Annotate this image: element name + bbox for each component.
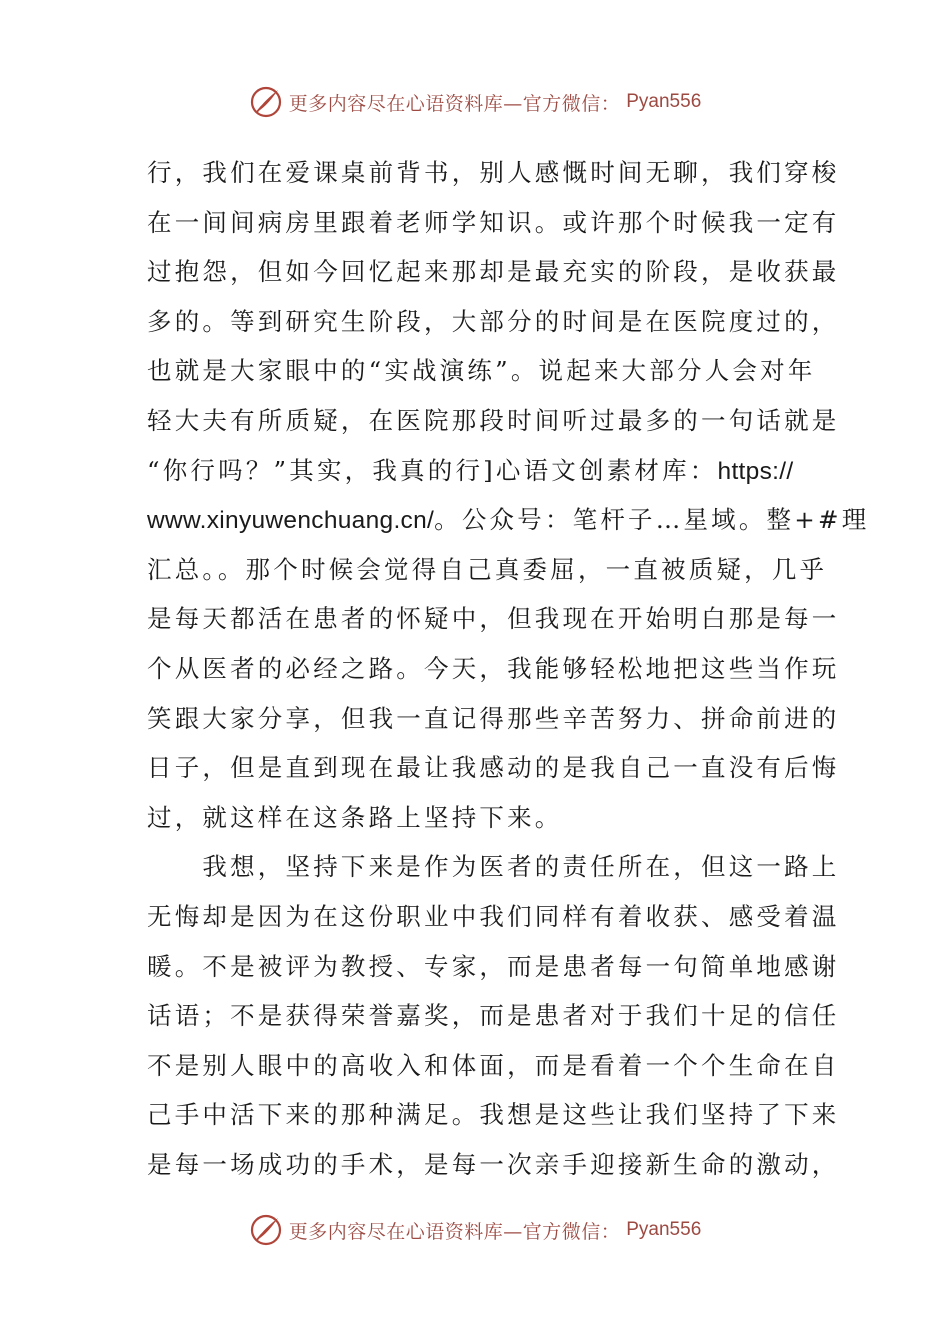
text-line-cjk: 。公众号：笔杆子…星域。整+#理 bbox=[434, 505, 870, 535]
text-line: 轻大夫有所质疑，在医院那段时间听过最多的一句话就是 bbox=[147, 405, 840, 435]
text-line bbox=[147, 495, 870, 545]
text-line: 也就是大家眼中的“实战演练”。说起来大部分人会对年 bbox=[147, 356, 816, 386]
footer-banner bbox=[0, 1210, 950, 1250]
text-line: 在一间间病房里跟着老师学知识。或许那个时候我一定有 bbox=[147, 207, 840, 237]
text-line: 己手中活下来的那种满足。我想是这些让我们坚持了下来 bbox=[147, 1100, 840, 1130]
quill-logo-icon bbox=[249, 1213, 283, 1247]
text-line bbox=[147, 446, 807, 496]
quill-logo-icon bbox=[249, 85, 283, 119]
text-line-cjk: “你行吗？”其实，我真的行]心语文创素材库： bbox=[147, 455, 718, 485]
text-line: 我想，坚持下来是作为医者的责任所在，但这一路上 bbox=[147, 852, 840, 882]
header-banner bbox=[0, 82, 950, 122]
wechat-id: Pyan556 bbox=[626, 91, 702, 112]
text-line: 是每一场成功的手术，是每一次亲手迎接新生命的激动， bbox=[147, 1149, 840, 1179]
text-line: 汇总。。那个时候会觉得自己真委屈，一直被质疑，几乎 bbox=[147, 554, 828, 584]
text-line: 话语；不是获得荣誉嘉奖，而是患者对于我们十足的信任 bbox=[147, 1001, 840, 1031]
text-line: 是每天都活在患者的怀疑中，但我现在开始明白那是每一 bbox=[147, 604, 840, 634]
text-line: 无悔却是因为在这份职业中我们同样有着收获、感受着温 bbox=[147, 901, 840, 931]
text-line: 笑跟大家分享，但我一直记得那些辛苦努力、拼命前进的 bbox=[147, 703, 840, 733]
wechat-id: Pyan556 bbox=[626, 1219, 702, 1240]
text-line: 多的。等到研究生阶段，大部分的时间是在医院度过的， bbox=[147, 306, 840, 336]
text-line: 个从医者的必经之路。今天，我能够轻松地把这些当作玩 bbox=[147, 653, 840, 683]
text-line: 暖。不是被评为教授、专家，而是患者每一句简单地感谢 bbox=[147, 951, 840, 981]
text-line: 过抱怨，但如今回忆起来那却是最充实的阶段，是收获最 bbox=[147, 257, 840, 287]
banner-text: 更多内容尽在心语资料库—官方微信： bbox=[288, 1220, 621, 1243]
document-body bbox=[147, 148, 870, 1189]
text-line: 过，就这样在这条路上坚持下来。 bbox=[147, 802, 563, 832]
text-line: 行，我们在爱课桌前背书，别人感慨时间无聊，我们穿梭 bbox=[147, 158, 840, 187]
url-fragment: https:// bbox=[717, 457, 794, 485]
text-line: 不是别人眼中的高收入和体面，而是看着一个个生命在自 bbox=[147, 1050, 840, 1080]
banner-text: 更多内容尽在心语资料库—官方微信： bbox=[288, 92, 621, 115]
url-fragment: www.xinyuwenchuang.cn/ bbox=[147, 507, 435, 535]
text-line: 日子，但是直到现在最让我感动的是我自己一直没有后悔 bbox=[147, 753, 840, 783]
